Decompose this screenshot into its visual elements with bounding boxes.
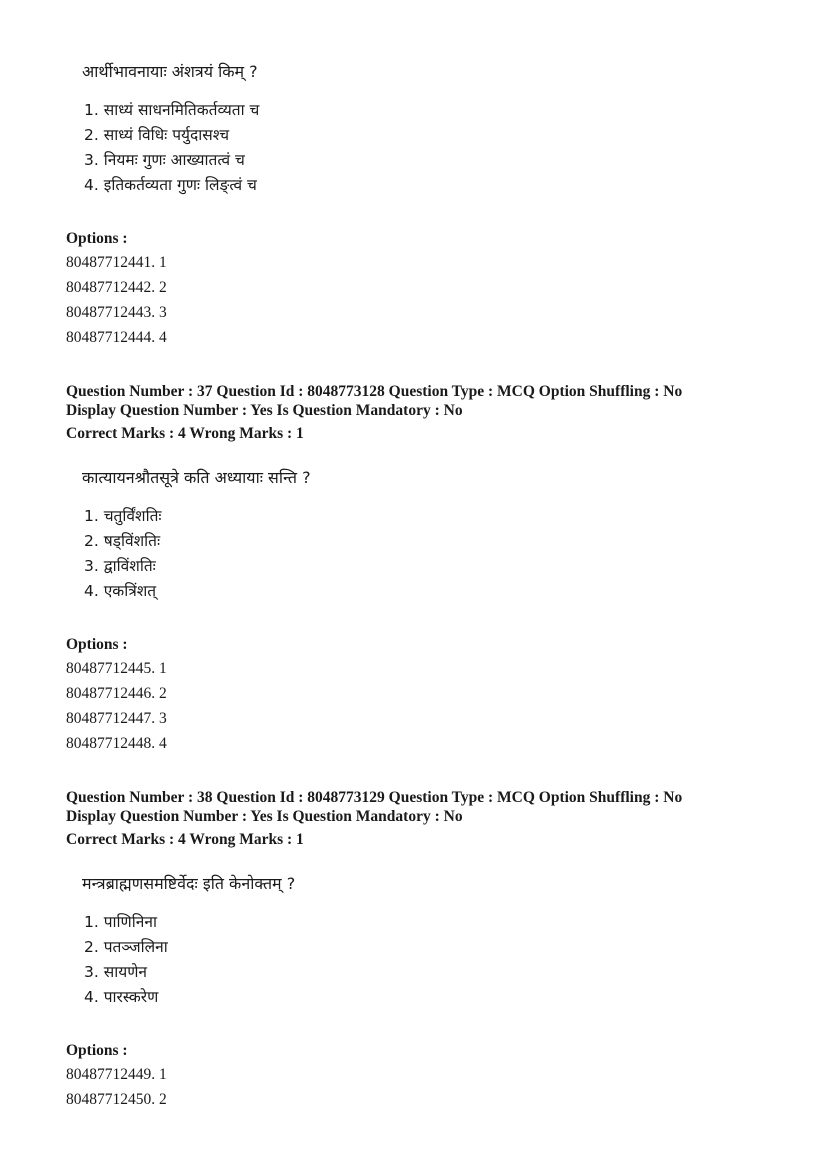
- choice-item: 1. चतुर्विंशतिः: [84, 507, 162, 525]
- answer-choices: [84, 504, 162, 604]
- answer-choices: [84, 910, 168, 1010]
- options-list: [66, 1062, 167, 1112]
- question-meta-line: Question Number : 37 Question Id : 8048773128 Question Type : MCQ Option Shuffling : No: [66, 383, 683, 400]
- choice-item: 3. सायणेन: [84, 963, 148, 981]
- option-item: 80487712448. 4: [66, 735, 167, 752]
- choice-item: 2. साध्यं विधिः पर्युदासश्च: [84, 126, 230, 144]
- option-item: 80487712447. 3: [66, 710, 167, 727]
- marks-line: Correct Marks : 4 Wrong Marks : 1: [66, 425, 304, 442]
- option-item: 80487712445. 1: [66, 660, 167, 677]
- choice-item: 4. एकत्रिंशत्: [84, 582, 157, 600]
- option-item: 80487712442. 2: [66, 279, 167, 296]
- options-list: [66, 656, 167, 756]
- choice-item: 3. द्वाविंशतिः: [84, 557, 156, 575]
- options-label: Options :: [66, 230, 128, 247]
- option-item: 80487712446. 2: [66, 685, 167, 702]
- question-text: कात्यायनश्रौतसूत्रे कति अध्यायाः सन्ति ?: [82, 468, 311, 487]
- choice-item: 1. साध्यं साधनमितिकर्तव्यता च: [84, 101, 260, 119]
- options-label: Options :: [66, 1042, 128, 1059]
- question-meta-line: Display Question Number : Yes Is Question Mandatory : No: [66, 402, 463, 419]
- options-list: [66, 250, 167, 350]
- choice-item: 2. पतञ्जलिना: [84, 938, 168, 956]
- option-item: 80487712444. 4: [66, 329, 167, 346]
- option-item: 80487712443. 3: [66, 304, 167, 321]
- marks-line: Correct Marks : 4 Wrong Marks : 1: [66, 831, 304, 848]
- option-item: 80487712449. 1: [66, 1066, 167, 1083]
- choice-item: 2. षड्विंशतिः: [84, 532, 161, 550]
- options-label: Options :: [66, 636, 128, 653]
- question-text: आर्थीभावनायाः अंशत्रयं किम् ?: [82, 62, 258, 81]
- option-item: 80487712450. 2: [66, 1091, 167, 1108]
- answer-choices: [84, 98, 259, 198]
- option-item: 80487712441. 1: [66, 254, 167, 271]
- choice-item: 1. पाणिनिना: [84, 913, 157, 931]
- choice-item: 4. पारस्करेण: [84, 988, 159, 1006]
- question-meta-line: Question Number : 38 Question Id : 8048773129 Question Type : MCQ Option Shuffling : No: [66, 789, 683, 806]
- question-text: मन्त्रब्राह्मणसमष्टिर्वेदः इति केनोक्तम् ?: [82, 874, 296, 893]
- choice-item: 3. नियमः गुणः आख्यातत्वं च: [84, 151, 245, 169]
- question-meta-line: Display Question Number : Yes Is Question Mandatory : No: [66, 808, 463, 825]
- choice-item: 4. इतिकर्तव्यता गुणः लिङ्त्वं च: [84, 176, 257, 194]
